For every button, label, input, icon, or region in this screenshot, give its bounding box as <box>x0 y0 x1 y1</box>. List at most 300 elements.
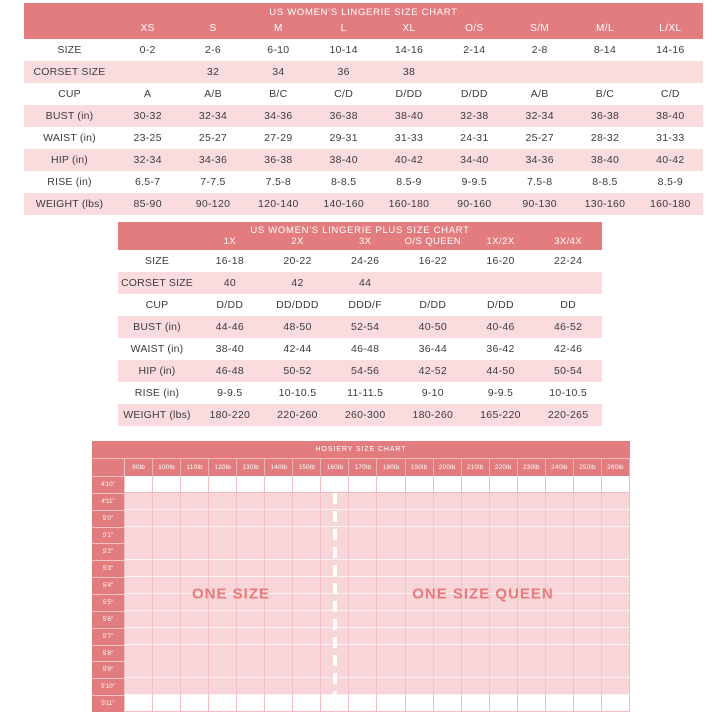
hosiery-cell <box>574 645 602 662</box>
cell-value: 46-48 <box>215 365 244 377</box>
column-header: M <box>273 23 283 34</box>
cell-value: 36 <box>337 66 350 78</box>
hosiery-cell <box>490 543 518 560</box>
cell-value: 85-90 <box>133 198 162 210</box>
table-row <box>24 149 703 171</box>
hosiery-cell <box>462 577 490 594</box>
hosiery-row <box>92 493 630 510</box>
hosiery-cell <box>574 678 602 695</box>
hosiery-cell <box>181 611 209 628</box>
cell-value: 34-36 <box>264 110 293 122</box>
hosiery-cell <box>434 695 462 712</box>
hosiery-cell <box>349 527 377 544</box>
hosiery-cell <box>349 577 377 594</box>
row-label: RISE (in) <box>134 387 180 399</box>
hosiery-cell <box>293 645 321 662</box>
hosiery-cell <box>293 527 321 544</box>
hosiery-cell <box>377 594 405 611</box>
hosiery-cell <box>574 527 602 544</box>
hosiery-cell <box>349 560 377 577</box>
hosiery-cell <box>406 493 434 510</box>
hosiery-row <box>92 611 630 628</box>
hosiery-chart-title: HOSIERY SIZE CHART <box>92 441 630 458</box>
cell-value: 40-46 <box>486 321 515 333</box>
hosiery-cell <box>518 510 546 527</box>
hosiery-cell <box>181 560 209 577</box>
hosiery-cell <box>406 611 434 628</box>
hosiery-cell <box>153 493 181 510</box>
cell-value: 36-38 <box>590 110 620 122</box>
cell-value: 23-25 <box>133 132 162 144</box>
weight-column-header: 100lb <box>153 459 181 477</box>
table-row <box>118 382 602 404</box>
cell-value: D/DD <box>216 299 244 311</box>
hosiery-cell <box>602 611 630 628</box>
hosiery-cell <box>321 577 349 594</box>
hosiery-cell <box>406 510 434 527</box>
column-header: 3X/4X <box>554 236 583 247</box>
hosiery-cell <box>153 594 181 611</box>
cell-value: 25-27 <box>198 132 228 144</box>
hosiery-cell <box>462 611 490 628</box>
hosiery-cell <box>125 695 153 712</box>
cell-value: 40-50 <box>418 321 447 333</box>
hosiery-cell <box>602 645 630 662</box>
cell-value: 38 <box>402 66 416 78</box>
hosiery-cell <box>237 695 265 712</box>
cell-value: 8-8.5 <box>592 176 618 188</box>
hosiery-cell <box>293 560 321 577</box>
hosiery-cell <box>406 695 434 712</box>
cell-value: 38-40 <box>215 343 244 355</box>
hosiery-cell <box>377 695 405 712</box>
hosiery-cell <box>321 493 349 510</box>
cell-value: 6-10 <box>267 44 290 56</box>
cell-value: 10-10.5 <box>549 387 588 399</box>
cell-value: 29-31 <box>329 132 358 144</box>
hosiery-cell <box>237 628 265 645</box>
table-row <box>118 338 602 360</box>
hosiery-cell <box>490 594 518 611</box>
hosiery-cell <box>209 577 237 594</box>
cell-value: DDD/F <box>348 299 382 311</box>
hosiery-cell <box>602 594 630 611</box>
table-row <box>24 105 703 127</box>
hosiery-cell <box>377 628 405 645</box>
hosiery-weight-headers <box>92 458 630 476</box>
cell-value: D/DD <box>419 299 447 311</box>
cell-value: 40-42 <box>394 154 424 166</box>
hosiery-cell <box>237 527 265 544</box>
hosiery-cell <box>546 560 574 577</box>
hosiery-cell <box>181 645 209 662</box>
cell-value: 10-10.5 <box>278 387 317 399</box>
row-label: CUP <box>145 299 169 311</box>
hosiery-cell <box>153 678 181 695</box>
hosiery-cell <box>349 611 377 628</box>
hosiery-cell <box>125 493 153 510</box>
hosiery-cell <box>518 611 546 628</box>
hosiery-cell <box>153 628 181 645</box>
cell-value: 32-34 <box>198 110 228 122</box>
cell-value: 160-180 <box>650 198 691 210</box>
row-label: SIZE <box>144 255 170 267</box>
table-row <box>118 294 602 316</box>
hosiery-cell <box>462 476 490 493</box>
hosiery-cell <box>237 493 265 510</box>
hosiery-cell <box>237 594 265 611</box>
hosiery-cell <box>518 695 546 712</box>
weight-column-header: 140lb <box>265 459 293 477</box>
hosiery-cell <box>406 645 434 662</box>
cell-value: 54-56 <box>350 365 380 377</box>
weight-column-header: 160lb <box>321 459 349 477</box>
cell-value: 36-42 <box>486 343 515 355</box>
row-label: BUST (in) <box>133 321 181 333</box>
cell-value: 31-33 <box>656 132 685 144</box>
hosiery-cell <box>349 510 377 527</box>
cell-value: 20-22 <box>283 255 312 267</box>
hosiery-cell <box>434 678 462 695</box>
hosiery-cell <box>209 510 237 527</box>
hosiery-cell <box>293 661 321 678</box>
table-row <box>24 83 703 105</box>
cell-value: 7.5-8 <box>265 176 292 188</box>
hosiery-row <box>92 560 630 577</box>
hosiery-cell <box>602 527 630 544</box>
cell-value: 50-52 <box>283 365 312 377</box>
hosiery-cell <box>209 611 237 628</box>
cell-value: 32-38 <box>460 110 489 122</box>
hosiery-cell <box>490 476 518 493</box>
cell-value: 46-48 <box>350 343 380 355</box>
hosiery-cell <box>434 577 462 594</box>
height-row-label: 5'7" <box>92 628 125 645</box>
hosiery-cell <box>518 678 546 695</box>
row-label: HIP (in) <box>138 365 176 377</box>
row-label: CORSET SIZE <box>33 66 106 78</box>
hosiery-cell <box>434 493 462 510</box>
hosiery-row <box>92 543 630 560</box>
hosiery-cell <box>349 695 377 712</box>
column-header: O/S QUEEN <box>404 236 462 247</box>
hosiery-cell <box>377 645 405 662</box>
hosiery-cell <box>574 493 602 510</box>
hosiery-cell <box>265 543 293 560</box>
hosiery-cell <box>265 577 293 594</box>
hosiery-cell <box>321 510 349 527</box>
hosiery-cell <box>406 543 434 560</box>
weight-column-header: 110lb <box>181 459 209 477</box>
hosiery-cell <box>265 678 293 695</box>
hosiery-cell <box>153 560 181 577</box>
hosiery-cell <box>125 510 153 527</box>
hosiery-cell <box>574 594 602 611</box>
cell-value: 8-8.5 <box>330 176 357 188</box>
hosiery-cell <box>209 661 237 678</box>
table-row <box>118 316 602 338</box>
hosiery-cell <box>265 560 293 577</box>
hosiery-cell <box>153 661 181 678</box>
height-row-label: 5'6" <box>92 611 125 628</box>
hosiery-cell <box>462 527 490 544</box>
hosiery-cell <box>574 510 602 527</box>
cell-value: 40 <box>223 277 236 289</box>
hosiery-cell <box>574 577 602 594</box>
hosiery-cell <box>237 577 265 594</box>
height-row-label: 5'5" <box>92 594 125 611</box>
cell-value: 14-16 <box>394 44 424 56</box>
cell-value: DD/DDD <box>276 299 319 311</box>
hosiery-cell <box>462 510 490 527</box>
hosiery-cell <box>349 543 377 560</box>
hosiery-cell <box>125 577 153 594</box>
hosiery-cell <box>434 661 462 678</box>
hosiery-cell <box>602 577 630 594</box>
hosiery-cell <box>209 678 237 695</box>
hosiery-cell <box>546 493 574 510</box>
hosiery-cell <box>377 577 405 594</box>
cell-value: 2-6 <box>204 44 222 56</box>
hosiery-cell <box>265 695 293 712</box>
column-header: XL <box>402 23 416 34</box>
weight-column-header: 250lb <box>574 459 602 477</box>
hosiery-cell <box>490 661 518 678</box>
hosiery-cell <box>406 628 434 645</box>
row-label: WEIGHT (lbs) <box>123 409 191 421</box>
cell-value: 38-40 <box>590 154 620 166</box>
cell-value: 6.5-7 <box>134 176 161 188</box>
hosiery-cell <box>490 628 518 645</box>
hosiery-cell <box>406 527 434 544</box>
column-header: L/XL <box>659 23 682 34</box>
column-header-spacer <box>24 21 115 39</box>
hosiery-cell <box>321 594 349 611</box>
row-label: RISE (in) <box>47 176 92 188</box>
cell-value: 30-32 <box>133 110 162 122</box>
hosiery-cell <box>462 678 490 695</box>
hosiery-cell <box>462 645 490 662</box>
cell-value: 48-50 <box>283 321 312 333</box>
hosiery-cell <box>462 560 490 577</box>
hosiery-cell <box>377 510 405 527</box>
hosiery-cell <box>377 560 405 577</box>
hosiery-cell <box>406 594 434 611</box>
hosiery-cell <box>265 594 293 611</box>
one-size-queen-zone-label: ONE SIZE QUEEN <box>412 585 554 603</box>
hosiery-row <box>92 577 630 594</box>
hosiery-cell <box>293 695 321 712</box>
cell-value: 16-20 <box>486 255 515 267</box>
cell-value: 9-9.5 <box>487 387 514 399</box>
hosiery-cell <box>265 510 293 527</box>
cell-value: 90-120 <box>195 198 231 210</box>
hosiery-cell <box>125 527 153 544</box>
hosiery-cell <box>546 594 574 611</box>
cell-value: 36-44 <box>418 343 447 355</box>
row-label: WEIGHT (lbs) <box>35 198 104 210</box>
table-row <box>24 61 703 83</box>
hosiery-cell <box>574 543 602 560</box>
hosiery-cell <box>546 476 574 493</box>
hosiery-cell <box>321 628 349 645</box>
hosiery-cell <box>406 560 434 577</box>
table-row <box>24 127 703 149</box>
hosiery-cell <box>434 611 462 628</box>
hosiery-cell <box>490 645 518 662</box>
hosiery-cell <box>265 661 293 678</box>
cell-value: 8.5-9 <box>657 176 684 188</box>
row-label: BUST (in) <box>45 110 94 122</box>
plus-chart-title: US WOMEN'S LINGERIE PLUS SIZE CHART <box>250 225 470 236</box>
hosiery-cell <box>321 661 349 678</box>
column-header: XS <box>140 23 155 34</box>
cell-value: 22-24 <box>553 255 583 267</box>
cell-value: 0-2 <box>139 44 156 56</box>
hosiery-cell <box>181 527 209 544</box>
cell-value: 2-8 <box>531 44 548 56</box>
hosiery-cell <box>574 695 602 712</box>
hosiery-cell <box>490 695 518 712</box>
cell-value: 36-38 <box>329 110 358 122</box>
hosiery-cell <box>546 678 574 695</box>
table-row <box>24 39 703 61</box>
cell-value: 38-40 <box>394 110 424 122</box>
row-label: CORSET SIZE <box>120 277 194 289</box>
lingerie-size-chart <box>24 3 703 215</box>
cell-value: 50-54 <box>553 365 583 377</box>
hosiery-cell <box>209 594 237 611</box>
hosiery-cell <box>434 594 462 611</box>
hosiery-cell <box>546 645 574 662</box>
hosiery-cell <box>321 527 349 544</box>
hosiery-row <box>92 661 630 678</box>
hosiery-cell <box>237 510 265 527</box>
hosiery-cell <box>518 527 546 544</box>
hosiery-cell <box>377 476 405 493</box>
hosiery-cell <box>153 510 181 527</box>
weight-column-header: 150lb <box>293 459 321 477</box>
hosiery-cell <box>125 611 153 628</box>
cell-value: 260-300 <box>344 409 386 421</box>
cell-value: 42-52 <box>418 365 447 377</box>
cell-value: 42-46 <box>553 343 583 355</box>
hosiery-cell <box>209 560 237 577</box>
cell-value: 120-140 <box>258 198 299 210</box>
column-header: M/L <box>596 23 614 34</box>
lingerie-chart-title: US WOMEN'S LINGERIE SIZE CHART <box>269 7 458 18</box>
hosiery-cell <box>265 611 293 628</box>
hosiery-cell <box>349 645 377 662</box>
hosiery-row <box>92 510 630 527</box>
cell-value: 42 <box>291 277 304 289</box>
cell-value: 38-40 <box>656 110 685 122</box>
cell-value: 7-7.5 <box>200 176 226 188</box>
hosiery-cell <box>574 628 602 645</box>
cell-value: B/C <box>595 88 615 100</box>
hosiery-cell <box>518 594 546 611</box>
hosiery-cell <box>518 493 546 510</box>
hosiery-row <box>92 476 630 493</box>
hosiery-cell <box>209 695 237 712</box>
cell-value: 90-160 <box>457 198 492 210</box>
hosiery-cell <box>546 527 574 544</box>
cell-value: D/DD <box>460 88 488 100</box>
cell-value: 36-38 <box>264 154 293 166</box>
hosiery-cell <box>490 611 518 628</box>
cell-value: 32 <box>206 66 220 78</box>
hosiery-cell <box>237 543 265 560</box>
hosiery-cell <box>181 695 209 712</box>
hosiery-cell <box>518 645 546 662</box>
hosiery-cell <box>434 527 462 544</box>
hosiery-row <box>92 527 630 544</box>
hosiery-cell <box>406 678 434 695</box>
height-row-label: 5'8" <box>92 645 125 662</box>
cell-value: 220-260 <box>277 409 318 421</box>
cell-value: 165-220 <box>480 409 521 421</box>
cell-value: 14-16 <box>656 44 685 56</box>
hosiery-cell <box>490 560 518 577</box>
weight-column-header: 170lb <box>349 459 377 477</box>
cell-value: 34-36 <box>525 154 554 166</box>
cell-value: A/B <box>530 88 549 100</box>
hosiery-cell <box>377 678 405 695</box>
cell-value: 180-260 <box>412 409 454 421</box>
weight-column-header: 120lb <box>209 459 237 477</box>
hosiery-cell <box>490 493 518 510</box>
hosiery-cell <box>602 678 630 695</box>
cell-value: 11-11.5 <box>347 387 384 399</box>
hosiery-cell <box>518 577 546 594</box>
cell-value: 24-31 <box>460 132 489 144</box>
hosiery-cell <box>546 628 574 645</box>
hosiery-cell <box>153 645 181 662</box>
hosiery-cell <box>125 543 153 560</box>
hosiery-cell <box>349 493 377 510</box>
cell-value: DD <box>560 299 577 311</box>
hosiery-cell <box>602 628 630 645</box>
hosiery-row <box>92 628 630 645</box>
hosiery-row <box>92 594 630 611</box>
cell-value: A <box>144 88 152 100</box>
hosiery-cell <box>153 527 181 544</box>
hosiery-cell <box>293 577 321 594</box>
table-row <box>118 360 602 382</box>
hosiery-corner-cell <box>92 459 125 477</box>
hosiery-cell <box>546 510 574 527</box>
column-header: 1X/2X <box>486 236 515 247</box>
hosiery-cell <box>265 628 293 645</box>
cell-value: 44-50 <box>486 365 515 377</box>
weight-column-header: 240lb <box>546 459 574 477</box>
cell-value: 28-32 <box>590 132 620 144</box>
hosiery-cell <box>153 577 181 594</box>
cell-value: 9-9.5 <box>461 176 488 188</box>
hosiery-cell <box>237 678 265 695</box>
hosiery-cell <box>518 476 546 493</box>
hosiery-cell <box>181 493 209 510</box>
hosiery-cell <box>602 560 630 577</box>
hosiery-cell <box>293 543 321 560</box>
hosiery-cell <box>518 628 546 645</box>
plus-chart-header-band <box>118 222 602 250</box>
hosiery-cell <box>125 628 153 645</box>
weight-column-header: 190lb <box>406 459 434 477</box>
lingerie-plus-size-chart <box>118 222 602 426</box>
hosiery-cell <box>406 577 434 594</box>
hosiery-cell <box>181 476 209 493</box>
